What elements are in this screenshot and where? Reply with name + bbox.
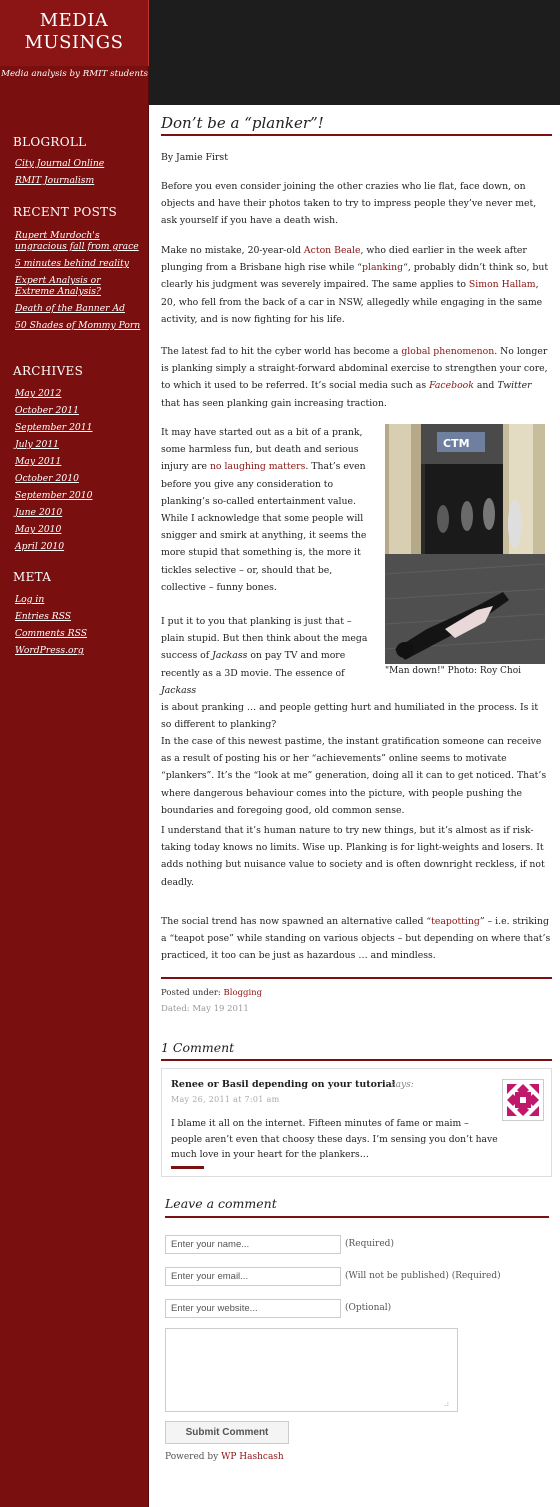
name-field[interactable] (165, 1235, 341, 1254)
archive-link[interactable]: September 2010 (15, 490, 93, 501)
text-run: , who died earlier in the week after plunging from a Brisbane high rise while “ (161, 245, 527, 274)
comment-textarea[interactable] (165, 1328, 458, 1412)
submit-comment-button[interactable]: Submit Comment (165, 1421, 289, 1444)
twitter-text: Twitter (497, 380, 532, 392)
blogroll-list (15, 158, 143, 192)
text-run: The social trend has now spawned an alternative called “ (161, 916, 432, 927)
wp-hashcash-link[interactable]: WP Hashcash (221, 1452, 284, 1462)
list-item (15, 456, 143, 467)
blogroll-link[interactable]: RMIT Journalism (15, 175, 95, 186)
sidebar (0, 0, 149, 1507)
name-note: (Required) (345, 1239, 394, 1249)
text-run: on pay TV and more recently as a 3D movie. The essence of (161, 650, 346, 679)
archive-link[interactable]: September 2011 (15, 422, 93, 433)
list-item (15, 611, 143, 622)
comment-accent-bar (171, 1166, 204, 1169)
post-paragraph: I understand that it’s human nature to try new things, but it’s almost as if risk-taking today knows no limits. Wise up. Planking is for light-weights and losers. It adds nothing but nuisance value to society and is often downright reckless, if not deadly. (161, 825, 545, 888)
site-title-line1: MEDIA (39, 10, 109, 31)
list-item (15, 439, 143, 450)
no-laughing-matters-link[interactable]: no laughing matters (209, 461, 306, 473)
list-item (15, 473, 143, 484)
facebook-link[interactable]: Facebook (429, 380, 474, 392)
comment-author[interactable]: Renee or Basil depending on your tutorial (171, 1079, 396, 1090)
recent-post-link[interactable]: 5 minutes behind reality (15, 258, 129, 269)
archive-link[interactable]: July 2011 (15, 439, 60, 450)
comment-text: I blame it all on the internet. Fifteen minutes of fame or maim – people aren’t even that choosy these days. I’m sensing you don’t have much love in your heart for the plankers… (171, 1118, 498, 1160)
list-item (15, 303, 143, 314)
posted-under-label: Posted under: (161, 988, 224, 998)
email-field[interactable] (165, 1267, 341, 1286)
powered-by (165, 1452, 284, 1462)
post-date: Dated: May 19 2011 (161, 1004, 249, 1014)
recent-post-link[interactable]: Death of the Banner Ad (15, 303, 125, 314)
avatar (502, 1079, 544, 1121)
category-link[interactable]: Blogging (223, 988, 263, 998)
entries-rss-link[interactable]: Entries RSS (15, 611, 72, 622)
identicon-icon (503, 1080, 543, 1120)
acton-beale-link[interactable]: Acton Beale (303, 245, 361, 256)
global-phenomenon-link[interactable]: global phenomenon (401, 346, 495, 357)
recent-post-link[interactable]: Expert Analysis or Extreme Analysis? (15, 275, 101, 297)
photo-caption: "Man down!" Photo: Roy Choi (385, 666, 521, 676)
text-run: , 20, who fell from the back of a car in NSW, allegedly while engaging in the same activity, and is now fighting for his life. (161, 279, 543, 325)
list-item (15, 594, 143, 605)
jackass-text: Jackass (212, 650, 248, 662)
list-item (15, 628, 143, 639)
list-item (15, 405, 143, 416)
form-divider (165, 1216, 549, 1218)
recent-posts-heading: RECENT POSTS (13, 205, 118, 219)
site-tagline: Media analysis by RMIT students (1, 69, 148, 79)
post-paragraph (161, 913, 551, 965)
text-run: Make no mistake, 20-year-old (161, 245, 304, 256)
text-run: and (473, 380, 498, 392)
meta-list (15, 594, 143, 662)
text-run: ” – i.e. striking a “teapot pose” while standing on various objects – but depending on where that’s practiced, it too can be just as hazardous … and mindless. (161, 916, 551, 962)
powered-by-label: Powered by (165, 1452, 222, 1462)
list-item (15, 490, 143, 501)
title-divider (161, 134, 552, 136)
list-item (15, 320, 143, 331)
leave-comment-heading: Leave a comment (165, 1196, 277, 1211)
recent-post-link[interactable]: 50 Shades of Mommy Porn (15, 320, 141, 331)
list-item (15, 541, 143, 552)
website-field[interactable] (165, 1299, 341, 1318)
list-item (15, 230, 143, 252)
text-run: that has seen planking gain increasing traction. (161, 397, 387, 409)
archives-list (15, 388, 143, 558)
post-paragraph (161, 424, 377, 596)
blogroll-link[interactable]: City Journal Online (15, 158, 105, 169)
list-item (15, 645, 143, 656)
meta-heading: META (13, 570, 52, 584)
wordpress-link[interactable]: WordPress.org (15, 645, 84, 656)
login-link[interactable]: Log in (15, 594, 45, 605)
list-item (15, 258, 143, 269)
archive-link[interactable]: May 2012 (15, 388, 62, 399)
posted-under (161, 988, 262, 998)
list-item (15, 158, 143, 169)
archive-link[interactable]: June 2010 (15, 507, 63, 518)
archives-heading: ARCHIVES (13, 364, 84, 378)
text-run: It may have started out as a bit of a prank, some harmless fun, but death and serious injury are (161, 427, 363, 473)
post-byline: By Jamie First (161, 152, 228, 163)
comments-rss-link[interactable]: Comments RSS (15, 628, 88, 639)
email-note: (Will not be published) (Required) (345, 1271, 501, 1281)
list-item (15, 507, 143, 518)
post-paragraph (161, 343, 551, 412)
photo-sign-text: CTM (443, 437, 470, 450)
planking-link[interactable]: planking (362, 262, 404, 274)
post-paragraph (161, 242, 551, 328)
list-item (15, 388, 143, 399)
post-title: Don’t be a “planker”! (161, 114, 324, 132)
archive-link[interactable]: April 2010 (15, 541, 65, 552)
comment-date[interactable]: May 26, 2011 at 7:01 am (171, 1095, 280, 1104)
post-paragraph: Before you even consider joining the other crazies who lie flat, face down, on objects and have their photos taken to try to impress people they’ve never met, ask yourself if you have a death wish. (161, 181, 537, 227)
comments-heading: 1 Comment (161, 1040, 235, 1055)
recent-post-link[interactable]: Rupert Murdoch's ungracious fall from grace (15, 230, 139, 252)
teapotting-link[interactable]: teapotting (431, 916, 480, 927)
comments-divider (161, 1059, 552, 1061)
recent-posts-list (15, 230, 143, 337)
site-title-line2: MUSINGS (24, 32, 124, 53)
post-paragraph (161, 613, 551, 733)
jackass-text: Jackass (161, 684, 197, 696)
text-run: . No longer is planking simply a straight-forward abdominal exercise to strengthen your core, to which it used to be referred. It’s social media such as (161, 346, 548, 392)
text-run: is about pranking … and people getting hurt and humiliated in the process. Is it so different to planking? (161, 702, 539, 731)
blogroll-heading: BLOGROLL (13, 135, 87, 149)
comment (161, 1068, 552, 1177)
post-paragraph: In the case of this newest pastime, the instant gratification someone can receive as a result of posting his or her “achievements” online seems to motivate “plankers”. It’s the “look at me” generation, doing all it can to get noticed. That’s where dangerous behaviour comes into the picture, with people pushing the boundaries and foregoing good, old common sense. (161, 736, 547, 816)
website-note: (Optional) (345, 1303, 392, 1313)
text-run: I put it to you that planking is just that – plain stupid. But then think about the mega success of (161, 616, 368, 662)
list-item (15, 175, 143, 186)
list-item (15, 275, 143, 297)
list-item (15, 524, 143, 535)
archive-link[interactable]: May 2010 (15, 524, 62, 535)
text-run: The latest fad to hit the cyber world has become a (161, 346, 402, 357)
text-run: “, probably didn’t think so, but clearly his judgment was severely impaired. The same applies to (161, 262, 549, 291)
text-run: . That’s even before you give any consideration to planking’s so-called entertainment value. While I acknowledge that some people will snigger and smirk at anything, it seems the more stupid that something is, the more it tickles selective – or, should that be, collective – funny bones. (161, 461, 367, 593)
archive-link[interactable]: May 2011 (15, 456, 62, 467)
post-footer-divider (161, 977, 552, 979)
archive-link[interactable]: October 2010 (15, 473, 79, 484)
comment-says: says: (391, 1080, 414, 1090)
list-item (15, 422, 143, 433)
resize-grip-icon[interactable]: .: (444, 1399, 450, 1408)
simon-hallam-link[interactable]: Simon Hallam (468, 279, 536, 291)
site-logo[interactable] (0, 0, 149, 66)
archive-link[interactable]: October 2011 (15, 405, 79, 416)
